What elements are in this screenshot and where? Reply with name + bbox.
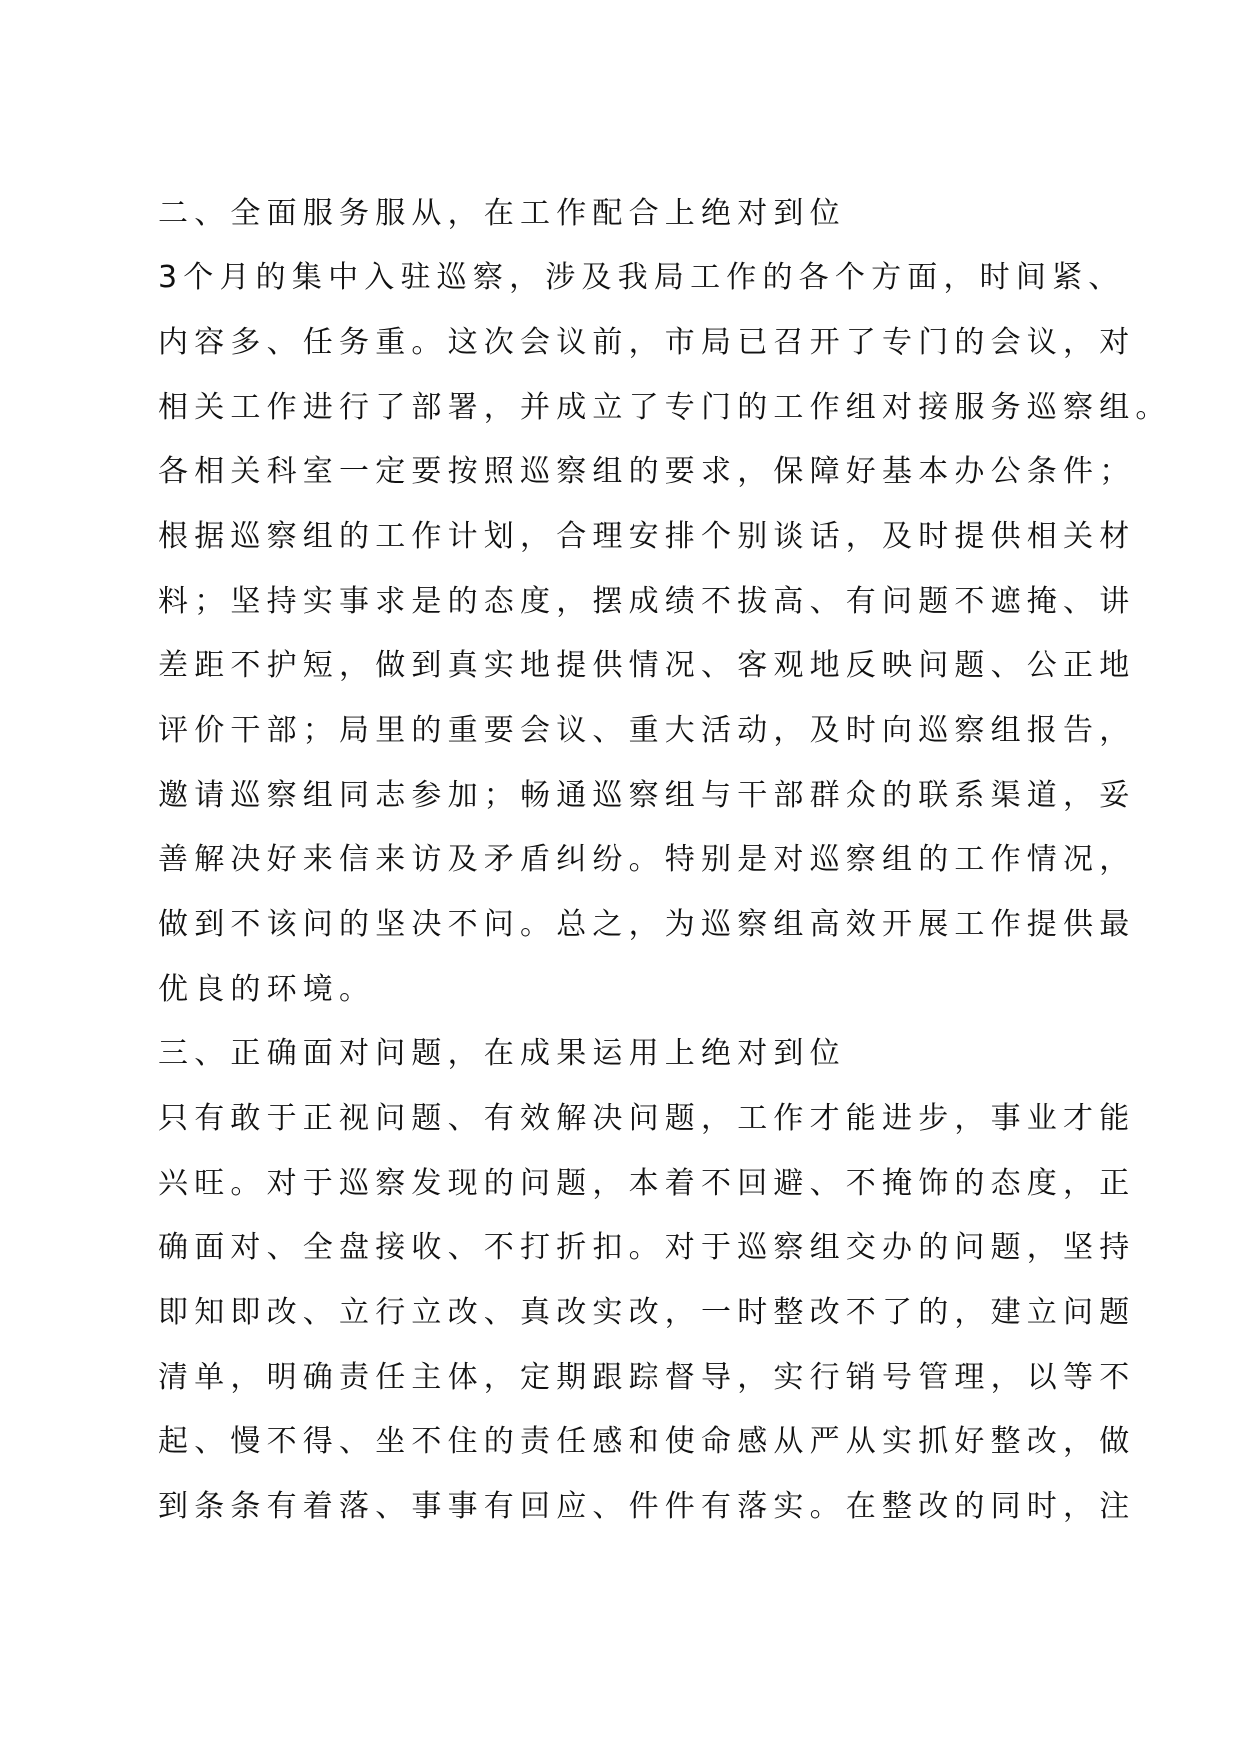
- body-line: 邀请巡察组同志参加；畅通巡察组与干部群众的联系渠道，妥: [158, 778, 1136, 813]
- body-line: 只有敢于正视问题、有效解决问题，工作才能进步，事业才能: [158, 1101, 1136, 1136]
- section-heading-3: 三、正确面对问题，在成果运用上绝对到位: [158, 1036, 846, 1071]
- body-line: 做到不该问的坚决不问。总之，为巡察组高效开展工作提供最: [158, 907, 1136, 942]
- body-line: 清单，明确责任主体，定期跟踪督导，实行销号管理，以等不: [158, 1360, 1136, 1395]
- body-line: 到条条有着落、事事有回应、件件有落实。在整改的同时，注: [158, 1489, 1136, 1524]
- body-line: 兴旺。对于巡察发现的问题，本着不回避、不掩饰的态度，正: [158, 1166, 1136, 1201]
- body-line: 评价干部；局里的重要会议、重大活动，及时向巡察组报告，: [158, 713, 1136, 748]
- body-line: 料；坚持实事求是的态度，摆成绩不拔高、有问题不遮掩、讲: [158, 584, 1136, 619]
- section-heading-2: 二、全面服务服从，在工作配合上绝对到位: [158, 196, 846, 231]
- body-line: 内容多、任务重。这次会议前，市局已召开了专门的会议，对: [158, 325, 1136, 360]
- body-line: 相关工作进行了部署，并成立了专门的工作组对接服务巡察组。: [158, 390, 1172, 425]
- body-line: 根据巡察组的工作计划，合理安排个别谈话，及时提供相关材: [158, 519, 1136, 554]
- body-line: 差距不护短，做到真实地提供情况、客观地反映问题、公正地: [158, 648, 1136, 683]
- body-line: 善解决好来信来访及矛盾纠纷。特别是对巡察组的工作情况，: [158, 842, 1136, 877]
- body-line: 各相关科室一定要按照巡察组的要求，保障好基本办公条件；: [158, 454, 1136, 489]
- body-line: 起、慢不得、坐不住的责任感和使命感从严从实抓好整改，做: [158, 1424, 1136, 1459]
- body-line: 确面对、全盘接收、不打折扣。对于巡察组交办的问题，坚持: [158, 1230, 1136, 1265]
- body-line: 即知即改、立行立改、真改实改，一时整改不了的，建立问题: [158, 1295, 1136, 1330]
- body-line: 3个月的集中入驻巡察，涉及我局工作的各个方面，时间紧、: [158, 260, 1125, 295]
- body-line: 优良的环境。: [158, 972, 376, 1007]
